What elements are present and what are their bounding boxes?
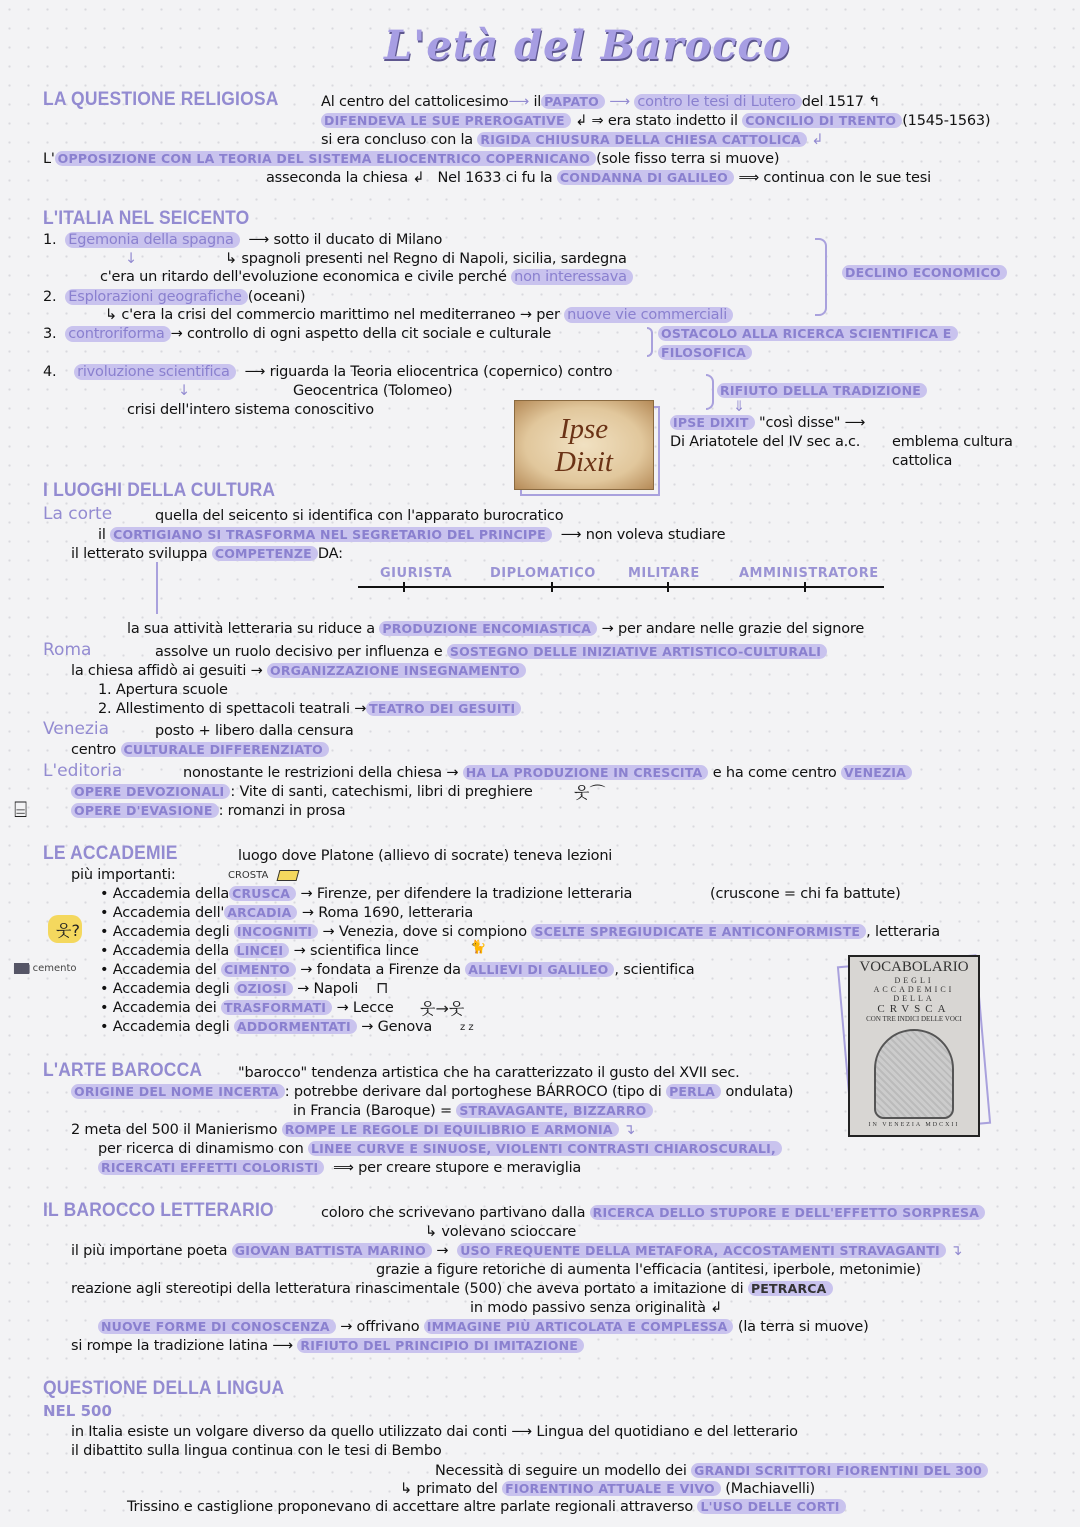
sleeping-zz-doodle-icon: z z [460, 1022, 474, 1033]
text-line: il dibattito sulla lingua continua con le tesi di Bembo [71, 1443, 442, 1459]
section-heading-luoghi: I LUOGHI DELLA CULTURA [43, 480, 276, 501]
text-line: il più importane poeta GIOVAN BATTISTA MARINO → USO FREQUENTE DELLA METAFORA, ACCOSTAMENTI STRAVAGANTI ↴ [71, 1243, 963, 1259]
couch-doodle-icon: ⊓ [376, 978, 389, 997]
brace-icon [647, 327, 653, 357]
timeline-tick [551, 582, 553, 592]
highlight: contro le tesi di Lutero [634, 94, 801, 110]
text-line: RICERCATI EFFETTI COLORISTI ⟹ per creare stupore e meraviglia [98, 1159, 581, 1177]
ipse-dixit-image: Ipse Dixit [514, 400, 654, 490]
text-line: "barocco" tendenza artistica che ha caratterizzato il gusto del XVII sec. [238, 1065, 740, 1081]
text-line: Geocentrica (Tolomeo) [293, 383, 453, 399]
text-line: per ricerca di dinamismo con LINEE CURVE E SINUOSE, VIOLENTI CONTRASTI CHIAROSCURALI, [98, 1140, 782, 1158]
brace-icon [706, 374, 714, 410]
list-item-accademia: • Accademia del CIMENTO → fondata a Firenze da ALLIEVI DI GALILEO , scientifica [100, 962, 695, 978]
down-double-arrow-icon: ⇓ [733, 399, 745, 415]
subheading-nel-500: NEL 500 [43, 1402, 112, 1420]
text-line: coloro che scrivevano partivano dalla RICERCA DELLO STUPORE E DELL'EFFETTO SORPRESA [321, 1204, 985, 1222]
text-line: Necessità di seguire un modello dei GRANDI SCRITTORI FIORENTINI DEL 300 [435, 1462, 988, 1480]
subheading-venezia: Venezia [43, 719, 110, 739]
text-line: ↳ c'era la crisi del commercio marittimo nel mediterraneo → per nuove vie commerciali [105, 306, 733, 324]
text-line: NUOVE FORME DI CONOSCENZA → offrivano IMMAGINE PIÙ ARTICOLATA E COMPLESSA (la terra si muove) [98, 1318, 869, 1336]
timeline-label: GIURISTA [380, 566, 453, 581]
list-item-accademia: • Accademia degli ADDORMENTATI → Genova [100, 1019, 433, 1035]
text-line: DIFENDEVA LE SUE PREROGATIVE ↲ ⇒ era stato indetto il CONCILIO DI TRENTO (1545-1563) [321, 112, 990, 130]
text-line: 2 meta del 500 il Manierismo ROMPE LE REGOLE DI EQUILIBRIO E ARMONIA ↴ [71, 1122, 636, 1138]
timeline-label: MILITARE [628, 566, 700, 581]
text-line: ↳ primato del FIORENTINO ATTUALE E VIVO (Machiavelli) [400, 1481, 816, 1497]
list-item: 1. Egemonia della spagna ⟶ sotto il ducato di Milano [43, 232, 443, 248]
down-arrow-icon: ↓ [178, 383, 190, 399]
list-item: 3. controriforma → controllo di ogni aspetto della cit sociale e culturale [43, 326, 552, 342]
subheading-corte: La corte [43, 504, 113, 524]
timeline-tick [403, 582, 405, 592]
down-arrow-icon: ↓ [125, 251, 137, 267]
text-line: il letterato sviluppa COMPETENZE DA: [71, 546, 343, 562]
text-line: ORIGINE DEL NOME INCERTA : potrebbe derivare dal portoghese BÁRROCO (tipo di PERLA ondulata) [71, 1083, 793, 1101]
text-line: crisi dell'intero sistema conoscitivo [127, 402, 374, 418]
conclusion: DECLINO ECONOMICO [842, 264, 1007, 282]
timeline-label: AMMINISTRATORE [739, 566, 879, 581]
text-line: cattolica [892, 453, 953, 469]
timeline-tick [804, 582, 806, 592]
text-line: il CORTIGIANO SI TRASFORMA NEL SEGRETARIO DEL PRINCIPE ⟶ non voleva studiare [98, 527, 726, 543]
confused-figure-doodle-icon: 웃? [56, 921, 80, 940]
crosta-doodle: CROSTA [228, 870, 269, 881]
text-line: centro CULTURALE DIFFERENZIATO [71, 741, 329, 759]
text-line: si era concluso con la RIGIDA CHIUSURA DELLA CHIESA CATTOLICA ↲ [321, 132, 824, 148]
text-line: in modo passivo senza originalità ↲ [470, 1300, 723, 1316]
subheading-editoria: L'editoria [43, 761, 123, 781]
list-item-accademia: • Accademia della CRUSCA → Firenze, per difendere la tradizione letteraria [100, 886, 633, 902]
list-item: 2. Allestimento di spettacoli teatrali → TEATRO DEI GESUITI [98, 700, 521, 718]
text-line: luogo dove Platone (allievo di socrate) teneva lezioni [238, 848, 613, 864]
list-item: 4. rivoluzione scientifica ⟶ riguarda la Teoria eliocentrica (copernico) contro [43, 364, 613, 380]
bread-crust-doodle-icon [277, 870, 300, 881]
subheading-roma: Roma [43, 640, 92, 660]
text-line: reazione agli stereotipi della letteratura rinascimentale (500) che aveva portato a imitazione di PETRARCA [71, 1280, 833, 1298]
text-line: in Francia (Baroque) = STRAVAGANTE, BIZZARRO [293, 1102, 653, 1120]
text-line: posto + libero dalla censura [155, 723, 354, 739]
text-line: (cruscone = chi fa battute) [710, 886, 901, 902]
vocabolario-crusca-image: VOCABOLARIO DEGLI ACCADEMICI DELLA CRVSCA CON TRE INDICI DELLE VOCI IN VENEZIA MDCXII [848, 955, 980, 1137]
section-heading-accademie: LE ACCADEMIE [43, 843, 178, 864]
text-line: IPSE DIXIT "così disse" ⟶ [670, 414, 865, 432]
text-line: OPERE DEVOZIONALI : Vite di santi, catechismi, libri di preghiere [71, 783, 533, 801]
section-heading-arte: L'ARTE BAROCCA [43, 1060, 203, 1081]
text-line: Di Ariatotele del IV sec a.c. [670, 434, 861, 450]
text-line: quella del seicento si identifica con l'apparato burocratico [155, 508, 564, 524]
text-line: ↳ spagnoli presenti nel Regno di Napoli, sicilia, sardegna [225, 251, 627, 267]
list-item-accademia: • Accademia dei TRASFORMATI → Lecce [100, 1000, 394, 1016]
text-line: emblema cultura [892, 434, 1013, 450]
stick-figures-doodle-icon: 웃⌒ [574, 783, 606, 802]
text-line: OPERE D'EVASIONE : romanzi in prosa [71, 802, 345, 820]
conclusion: RIFIUTO DELLA TRADIZIONE [717, 382, 927, 400]
text-line: nonostante le restrizioni della chiesa → HA LA PRODUZIONE IN CRESCITA e ha come centro VENEZIA [183, 764, 912, 782]
text-line: più importanti: [71, 867, 176, 883]
text-line: L' OPPOSIZIONE CON LA TEORIA DEL SISTEMA ELIOCENTRICO COPERNICANO (sole fisso terra si muove) [43, 151, 780, 167]
timeline-label: DIPLOMATICO [490, 566, 596, 581]
cemento-doodle: ▆▆ cemento [14, 963, 77, 974]
printing-press-doodle-icon: ⌸ [14, 798, 28, 823]
brace-icon [815, 238, 827, 316]
page-title: L'età del Barocco [384, 22, 791, 69]
list-item-accademia: • Accademia dell' ARCADIA → Roma 1690, letteraria [100, 905, 474, 921]
conclusion: FILOSOFICA [658, 344, 752, 362]
transforming-figure-doodle-icon: 웃→웃 [420, 999, 465, 1018]
text-line: si rompe la tradizione latina ⟶ RIFIUTO DEL PRINCIPIO DI IMITAZIONE [71, 1337, 584, 1355]
text-line: c'era un ritardo dell'evoluzione economica e civile perché non interessava [100, 268, 633, 286]
timeline-tick [667, 582, 669, 592]
text-line: asseconda la chiesa ↲ Nel 1633 ci fu la CONDANNA DI GALILEO ⟹ continua con le sue tesi [266, 170, 931, 186]
text-line: assolve un ruolo decisivo per influenza e SOSTEGNO DELLE INIZIATIVE ARTISTICO-CULTURALI [155, 643, 827, 661]
lynx-doodle-icon: 🐈 [470, 940, 487, 955]
highlight: PAPATO [541, 94, 605, 109]
section-heading-lingua: QUESTIONE DELLA LINGUA [43, 1378, 285, 1399]
text-line: la chiesa affidò ai gesuiti → ORGANIZZAZIONE INSEGNAMENTO [71, 662, 526, 680]
text-line: Trissino e castiglione proponevano di accettare altre parlate regionali attraverso L'USO DELLE CORTI [127, 1498, 846, 1516]
list-item: 1. Apertura scuole [98, 682, 228, 698]
text-line: grazie a figure retoriche di aumenta l'efficacia (antitesi, iperbole, metonimie) [376, 1262, 921, 1278]
list-item-accademia: • Accademia degli OZIOSI → Napoli [100, 981, 359, 997]
text-line: in Italia esiste un volgare diverso da quello utilizzato dai conti ⟶ Lingua del quotidiano e del letterario [71, 1424, 798, 1440]
section-heading-letterario: IL BAROCCO LETTERARIO [43, 1200, 274, 1221]
down-arrow-line [156, 562, 158, 614]
list-item-accademia: • Accademia della LINCEI → scientifica lince [100, 943, 419, 959]
list-item-accademia: • Accademia degli INCOGNITI → Venezia, dove si compiono SCELTE SPREGIUDICATE E ANTICONFORMISTE , letteraria [100, 924, 940, 940]
conclusion: OSTACOLO ALLA RICERCA SCIENTIFICA E [658, 325, 958, 343]
text-line: la sua attività letteraria su riduce a PRODUZIONE ENCOMIASTICA → per andare nelle grazie del signore [127, 621, 865, 637]
section-heading-questione-religiosa: LA QUESTIONE RELIGIOSA [43, 89, 279, 110]
list-item: 2. Esplorazioni geografiche (oceani) [43, 289, 306, 305]
text-line: ↳ volevano scioccare [425, 1224, 577, 1240]
text-line: Al centro del cattolicesimo⟶ il PAPATO ⟶ contro le tesi di Lutero del 1517 ↰ [321, 94, 881, 110]
section-heading-italia: L'ITALIA NEL SEICENTO [43, 208, 250, 229]
